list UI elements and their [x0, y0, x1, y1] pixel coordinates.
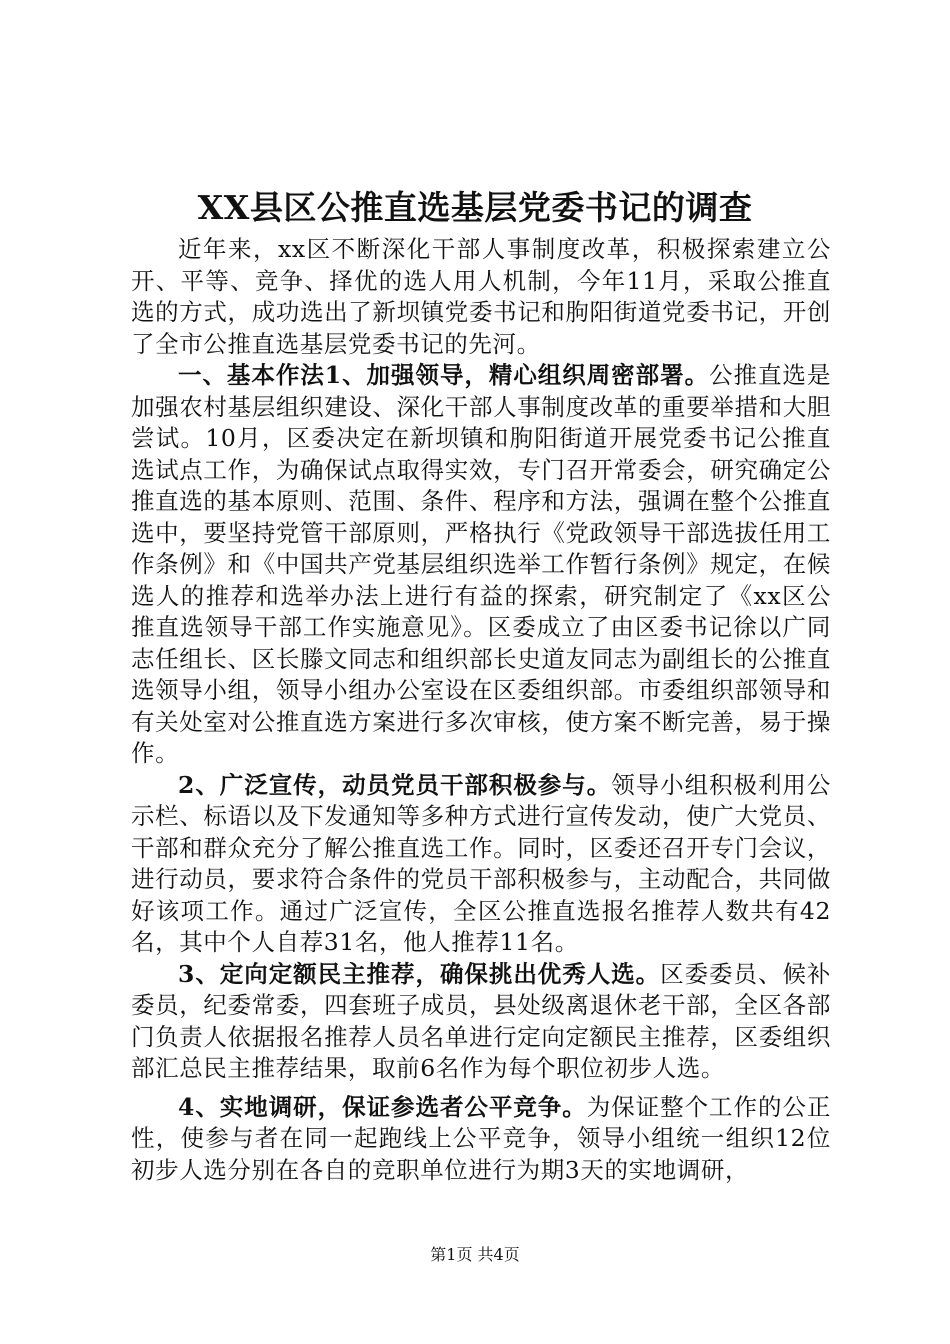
- paragraph-text: 领导小组积极利用公示栏、标语以及下发通知等多种方式进行宣传发动，使广大党员、干部和群众充分了解公推直选工作。同时，区委还召开专门会议，进行动员，要求符合条件的党员干部积极参与，主动配合，共同做好该项工作。通过广泛宣传，全区公推直选报名推荐人数共有42名，其中个人自荐31名，他人推荐11名。: [131, 770, 831, 956]
- document-body: [131, 234, 831, 1186]
- paragraph-heading: 2、广泛宣传，动员党员干部积极参与。: [178, 770, 612, 799]
- paragraph-text: 公推直选是加强农村基层组织建设、深化干部人事制度改革的重要举措和大胆尝试。10月，区委决定在新坝镇和朐阳街道开展党委书记公推直选试点工作，为确保试点取得实效，专门召开常委会，研究确定公推直选的基本原则、范围、条件、程序和方法，强调在整个公推直选中，要坚持党管干部原则，严格执行《党政领导干部选拔任用工作条例》和《中国共产党基层组织选举工作暂行条例》规定，在候选人的推荐和选举办法上进行有益的探索，研究制定了《xx区公推直选领导干部工作实施意见》。区委成立了由区委书记徐以广同志任组长、区长滕文同志和组织部长史道友同志为副组长的公推直选领导小组，领导小组办公室设在区委组织部。市委组织部领导和有关处室对公推直选方案进行多次审核，使方案不断完善，易于操作。: [131, 361, 831, 767]
- paragraph-intro: [131, 234, 831, 360]
- paragraph-heading: 一、基本作法1、加强领导，精心组织周密部署。: [178, 361, 710, 389]
- paragraph-heading: 4、实地调研，保证参选者公平竞争。: [178, 1092, 587, 1121]
- paragraph-text: 区委委员、候补委员，纪委常委，四套班子成员，县处级离退休老干部，全区各部门负责人依据报名推荐人员名单进行定向定额民主推荐，区委组织部汇总民主推荐结果，取前6名作为每个职位初步人选。: [131, 959, 832, 1082]
- document-title: XX县区公推直选基层党委书记的调查: [197, 188, 753, 227]
- paragraph-section-3: [131, 959, 831, 1085]
- paragraph-section-1: [131, 360, 831, 770]
- paragraph-text: 近年来，xx区不断深化干部人事制度改革，积极探索建立公开、平等、竞争、择优的选人用人机制，今年11月，采取公推直选的方式，成功选出了新坝镇党委书记和朐阳街道党委书记，开创了全市公推直选基层党委书记的先河。: [131, 235, 831, 358]
- paragraph-text: 为保证整个工作的公正性，使参与者在同一起跑线上公平竞争，领导小组统一组织12位初步人选分别在各自的竞职单位进行为期3天的实地调研，: [131, 1092, 832, 1184]
- paragraph-heading: 3、定向定额民主推荐，确保挑出优秀人选。: [178, 959, 661, 988]
- paragraph-section-2: [131, 770, 831, 959]
- page-number-footer: 第1页 共4页: [430, 1245, 520, 1264]
- paragraph-section-4: [131, 1092, 831, 1187]
